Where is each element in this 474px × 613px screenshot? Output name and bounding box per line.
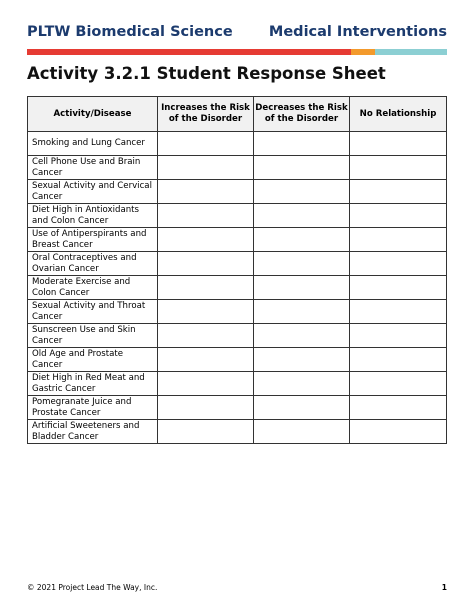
- no-relationship-cell[interactable]: [350, 324, 447, 348]
- no-relationship-cell[interactable]: [350, 228, 447, 252]
- header-course-name: PLTW Biomedical Science: [27, 24, 233, 40]
- decreases-cell[interactable]: [254, 420, 350, 444]
- row-activity-label: Smoking and Lung Cancer: [28, 132, 158, 156]
- decreases-cell[interactable]: [254, 300, 350, 324]
- no-relationship-cell[interactable]: [350, 156, 447, 180]
- increases-cell[interactable]: [158, 252, 254, 276]
- row-activity-label: Use of Antiperspirants and Breast Cancer: [28, 228, 158, 252]
- decreases-cell[interactable]: [254, 372, 350, 396]
- response-table: [27, 96, 447, 444]
- table-row: [28, 204, 447, 228]
- no-relationship-cell[interactable]: [350, 276, 447, 300]
- header-color-stripe: [27, 49, 447, 55]
- increases-cell[interactable]: [158, 348, 254, 372]
- no-relationship-cell[interactable]: [350, 348, 447, 372]
- table-row: [28, 132, 447, 156]
- no-relationship-cell[interactable]: [350, 180, 447, 204]
- table-row: [28, 324, 447, 348]
- no-relationship-cell[interactable]: [350, 204, 447, 228]
- table-row: [28, 372, 447, 396]
- table-row: [28, 300, 447, 324]
- decreases-cell[interactable]: [254, 348, 350, 372]
- decreases-cell[interactable]: [254, 132, 350, 156]
- stripe-orange-segment: [351, 49, 375, 55]
- increases-cell[interactable]: [158, 132, 254, 156]
- page-title: Activity 3.2.1 Student Response Sheet: [27, 64, 386, 83]
- stripe-red-segment: [27, 49, 351, 55]
- decreases-cell[interactable]: [254, 156, 350, 180]
- table-header-row: [28, 97, 447, 132]
- increases-cell[interactable]: [158, 372, 254, 396]
- column-header-increases: Increases the Risk of the Disorder: [158, 97, 254, 132]
- table-row: [28, 396, 447, 420]
- row-activity-label: Diet High in Red Meat and Gastric Cancer: [28, 372, 158, 396]
- column-header-activity: Activity/Disease: [28, 97, 158, 132]
- no-relationship-cell[interactable]: [350, 372, 447, 396]
- increases-cell[interactable]: [158, 156, 254, 180]
- table-row: [28, 252, 447, 276]
- row-activity-label: Oral Contraceptives and Ovarian Cancer: [28, 252, 158, 276]
- decreases-cell[interactable]: [254, 228, 350, 252]
- row-activity-label: Sexual Activity and Throat Cancer: [28, 300, 158, 324]
- stripe-teal-segment: [375, 49, 447, 55]
- no-relationship-cell[interactable]: [350, 132, 447, 156]
- increases-cell[interactable]: [158, 276, 254, 300]
- increases-cell[interactable]: [158, 204, 254, 228]
- header-unit-name: Medical Interventions: [268, 24, 447, 40]
- table-row: [28, 180, 447, 204]
- table-row: [28, 348, 447, 372]
- increases-cell[interactable]: [158, 180, 254, 204]
- row-activity-label: Sexual Activity and Cervical Cancer: [28, 180, 158, 204]
- no-relationship-cell[interactable]: [350, 252, 447, 276]
- no-relationship-cell[interactable]: [350, 420, 447, 444]
- column-header-decreases: Decreases the Risk of the Disorder: [254, 97, 350, 132]
- no-relationship-cell[interactable]: [350, 396, 447, 420]
- increases-cell[interactable]: [158, 324, 254, 348]
- row-activity-label: Pomegranate Juice and Prostate Cancer: [28, 396, 158, 420]
- footer-page-number: 1: [441, 583, 447, 592]
- row-activity-label: Old Age and Prostate Cancer: [28, 348, 158, 372]
- increases-cell[interactable]: [158, 396, 254, 420]
- increases-cell[interactable]: [158, 228, 254, 252]
- footer-copyright: © 2021 Project Lead The Way, Inc.: [27, 583, 158, 592]
- table-row: [28, 156, 447, 180]
- increases-cell[interactable]: [158, 300, 254, 324]
- table-row: [28, 276, 447, 300]
- decreases-cell[interactable]: [254, 204, 350, 228]
- decreases-cell[interactable]: [254, 324, 350, 348]
- row-activity-label: Artificial Sweeteners and Bladder Cancer: [28, 420, 158, 444]
- row-activity-label: Moderate Exercise and Colon Cancer: [28, 276, 158, 300]
- decreases-cell[interactable]: [254, 180, 350, 204]
- no-relationship-cell[interactable]: [350, 300, 447, 324]
- row-activity-label: Sunscreen Use and Skin Cancer: [28, 324, 158, 348]
- column-header-no-relationship: No Relationship: [350, 97, 447, 132]
- row-activity-label: Cell Phone Use and Brain Cancer: [28, 156, 158, 180]
- table-row: [28, 420, 447, 444]
- row-activity-label: Diet High in Antioxidants and Colon Cancer: [28, 204, 158, 228]
- decreases-cell[interactable]: [254, 252, 350, 276]
- increases-cell[interactable]: [158, 420, 254, 444]
- table-row: [28, 228, 447, 252]
- decreases-cell[interactable]: [254, 396, 350, 420]
- decreases-cell[interactable]: [254, 276, 350, 300]
